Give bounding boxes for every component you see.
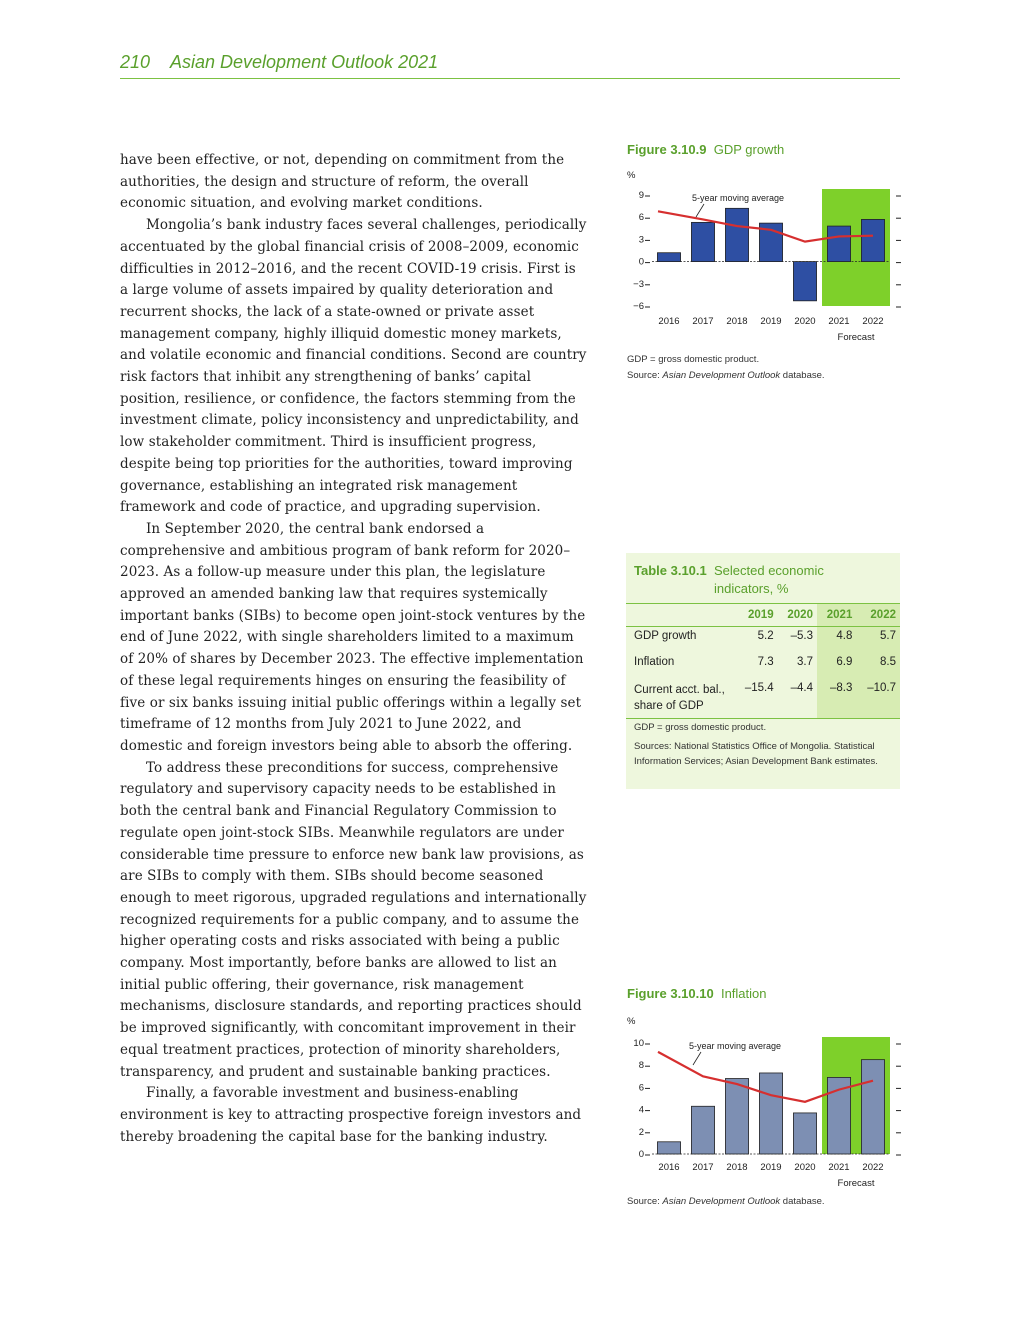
page-number: 210 bbox=[120, 52, 151, 72]
table-cell: –10.7 bbox=[856, 679, 900, 719]
table-notes bbox=[634, 720, 896, 770]
y-tick-label: −6 bbox=[633, 301, 644, 312]
figure-source: Source: Asian Development Outlook database. bbox=[627, 370, 825, 381]
paragraph: To address these preconditions for success, comprehensive regulatory and supervisory capacity needs to be established in both the central bank and Financial Regulatory Commission to regulate open joint-stock SIBs. Meanwhile regulators are under considerable time pressure to enforce new bank law provisions, as are SIBs to comply with them. SIBs should become seasoned enough to meet rigorous, upgraded regulations and internationally recognized requirements for a public company, and to assume the higher operating costs and risks associated with being a public company. Most importantly, before banks are allowed to list an initial public offering, their governance, risk management mechanisms, disclosure standards, and reporting practices should be improved significantly, with concomitant improvement in their equal treatment practices, protection of minority shareholders, transparency, and prudent and sustainable banking practices. bbox=[120, 759, 587, 1080]
bar bbox=[759, 1073, 782, 1154]
table-note: GDP = gross domestic product. bbox=[634, 722, 767, 733]
y-tick-label: 10 bbox=[633, 1038, 644, 1049]
y-axis-unit: % bbox=[627, 170, 636, 181]
inflation-chart bbox=[620, 1012, 910, 1192]
column-header: 2020 bbox=[778, 604, 817, 627]
x-tick-label: 2021 bbox=[828, 316, 850, 327]
bar bbox=[657, 253, 680, 262]
table-cell: –8.3 bbox=[817, 679, 856, 719]
x-tick-label: 2019 bbox=[760, 1162, 782, 1173]
table-row bbox=[626, 679, 900, 719]
gdp-growth-chart bbox=[620, 166, 910, 348]
forecast-label: Forecast bbox=[837, 1178, 875, 1189]
x-tick-label: 2020 bbox=[794, 316, 816, 327]
row-label: GDP growth bbox=[634, 630, 697, 642]
line-label-pointer bbox=[693, 1052, 701, 1065]
x-tick-label: 2022 bbox=[862, 316, 884, 327]
forecast-label: Forecast bbox=[837, 332, 875, 343]
figure-caption: GDP growth bbox=[713, 142, 785, 157]
y-tick-label: 6 bbox=[638, 212, 644, 224]
bar bbox=[691, 1106, 714, 1154]
figure-gdp-title bbox=[627, 142, 784, 157]
table-cell: 3.7 bbox=[796, 656, 813, 668]
body-text bbox=[120, 150, 588, 1148]
y-tick-label: 4 bbox=[638, 1104, 644, 1116]
paragraph: Finally, a favorable investment and business-enabling environment is key to attracting prospective foreign investors and thereby broadening the capital base for the banking industry. bbox=[120, 1085, 582, 1145]
paragraph: have been effective, or not, depending on commitment from the authorities, the design and structure of reform, the overall economic situation, and evolving market conditions. bbox=[120, 152, 565, 212]
line-label: 5-year moving average bbox=[692, 193, 785, 203]
table-number: Table 3.10.1 bbox=[634, 563, 707, 578]
y-tick-label: 0 bbox=[638, 1149, 644, 1160]
table-cell: 7.3 bbox=[757, 656, 774, 668]
row-label: Current acct. bal., share of GDP bbox=[626, 679, 734, 719]
table-cell: –5.3 bbox=[790, 630, 813, 642]
figure-inflation-title bbox=[627, 986, 767, 1001]
figure-number: Figure 3.10.9 bbox=[627, 142, 707, 157]
y-tick-label: 0 bbox=[638, 256, 644, 268]
row-label: Inflation bbox=[634, 656, 675, 668]
y-tick-label: 3 bbox=[638, 234, 644, 246]
table-row bbox=[626, 653, 900, 679]
x-tick-label: 2017 bbox=[692, 316, 714, 327]
table-cell: 5.2 bbox=[757, 630, 774, 642]
paragraph: In September 2020, the central bank endorsed a comprehensive and ambitious program of bank reform for 2020–2023. As a follow-up measure under this plan, the legislature approved an amended banking law that requires systemically important banks (SIBs) to become open joint-stock ventures by the end of June 2022, with single shareholders limited to a maximum of 20% of shares by December 2023. The effective implementation of these legal requirements hinges on ensuring the feasibility of five or six banks issuing initial public offerings within a legally set timeframe of 12 months from July 2021 to June 2022, and domestic and foreign investors being able to absorb the offering. bbox=[120, 520, 586, 754]
column-header: 2021 bbox=[817, 604, 856, 627]
bar bbox=[861, 1060, 884, 1154]
table-row bbox=[626, 627, 900, 654]
line-label: 5-year moving average bbox=[689, 1041, 782, 1051]
bar bbox=[657, 1142, 680, 1154]
column-header: 2019 bbox=[734, 604, 778, 627]
y-tick-label: −3 bbox=[633, 278, 644, 290]
bar bbox=[725, 208, 748, 261]
column-header: 2022 bbox=[856, 604, 900, 627]
paragraph: Mongolia’s bank industry faces several challenges, periodically accentuated by the global financial crisis of 2008–2009, economic difficulties in 2012–2016, and the recent COVID-19 crisis. First is a large volume of assets impaired by quality deterioration and recurrent shocks, the lack of a state-owned or private asset management company, highly illiquid domestic money markets, and volatile economic and financial conditions. Second are country risk factors that inhibit any strengthening of banks’ capital position, resilience, or confidence, the factors stemming from the investment climate, policy inconsistency and unpredictability, and low stakeholder commitment. Third is insufficient progress, despite being top priorities for the authorities, toward improving governance, establishing an integrated risk management framework and code of practice, and upgrading supervision. bbox=[120, 217, 587, 516]
bar bbox=[827, 226, 850, 262]
figure-source: Source: Asian Development Outlook database. bbox=[627, 1196, 825, 1207]
x-tick-label: 2018 bbox=[726, 316, 748, 327]
bar bbox=[861, 219, 884, 261]
figure-gdp-notes bbox=[627, 352, 825, 384]
figure-caption: Inflation bbox=[720, 986, 767, 1001]
y-axis-unit: % bbox=[627, 1016, 636, 1027]
table-cell: 8.5 bbox=[856, 653, 900, 679]
table-sources: Sources: National Statistics Office of Mongolia. Statistical Information Services; Asian Development Bank estimates. bbox=[634, 740, 878, 767]
table-cell: 6.9 bbox=[817, 653, 856, 679]
figure-note: GDP = gross domestic product. bbox=[627, 354, 760, 365]
x-tick-label: 2018 bbox=[726, 1162, 748, 1173]
x-tick-label: 2020 bbox=[794, 1162, 816, 1173]
table-cell: –4.4 bbox=[778, 679, 817, 719]
x-tick-label: 2016 bbox=[658, 1162, 680, 1173]
bar bbox=[691, 222, 714, 261]
y-tick-label: 8 bbox=[638, 1060, 644, 1072]
x-tick-label: 2022 bbox=[862, 1162, 884, 1173]
table-caption: Selected economic indicators, % bbox=[714, 563, 824, 596]
x-tick-label: 2021 bbox=[828, 1162, 850, 1173]
x-tick-label: 2019 bbox=[760, 316, 782, 327]
line-label-pointer bbox=[696, 204, 704, 217]
bar bbox=[793, 1113, 816, 1154]
x-tick-label: 2017 bbox=[692, 1162, 714, 1173]
indicators-grid bbox=[626, 603, 900, 719]
figure-inflation-notes bbox=[627, 1194, 825, 1210]
publication-title: Asian Development Outlook 2021 bbox=[170, 52, 439, 72]
bar bbox=[793, 262, 816, 301]
table-cell: 5.7 bbox=[856, 627, 900, 654]
running-header bbox=[120, 52, 900, 79]
table-header-row bbox=[626, 604, 900, 627]
y-tick-label: 6 bbox=[638, 1082, 644, 1094]
bar bbox=[725, 1079, 748, 1154]
y-tick-label: 2 bbox=[638, 1126, 644, 1138]
x-tick-label: 2016 bbox=[658, 316, 680, 327]
economic-indicators-table bbox=[626, 553, 900, 789]
table-cell: –15.4 bbox=[734, 679, 778, 719]
figure-number: Figure 3.10.10 bbox=[627, 986, 714, 1001]
table-title bbox=[634, 562, 894, 598]
table-cell: 4.8 bbox=[817, 627, 856, 654]
y-tick-label: 9 bbox=[638, 190, 644, 201]
